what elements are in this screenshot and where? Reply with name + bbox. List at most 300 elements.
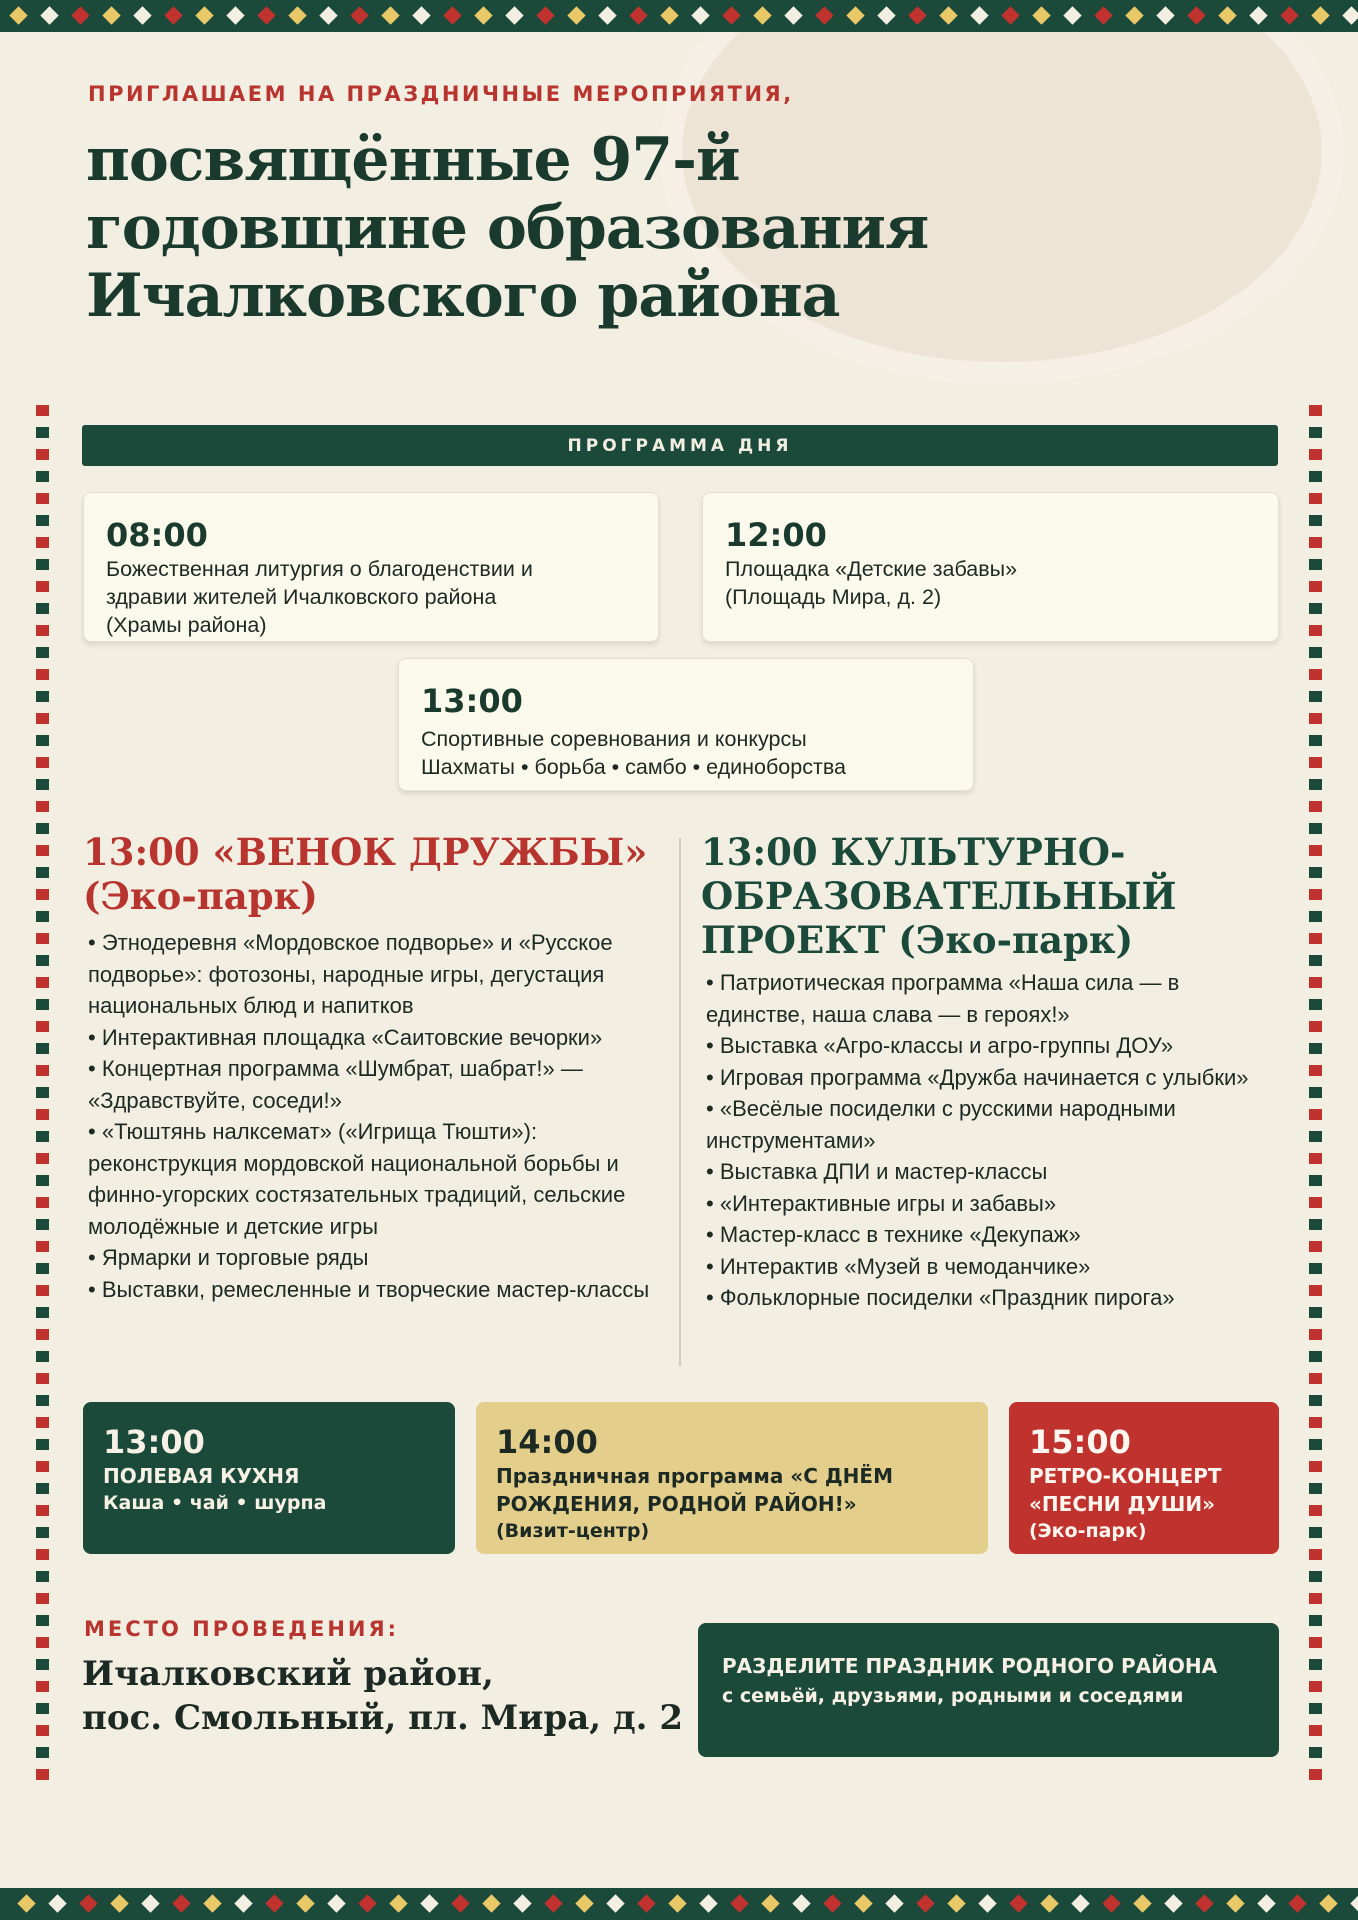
venok-list	[88, 927, 663, 1305]
ornament-segment	[36, 1131, 49, 1142]
ornament-segment	[36, 1747, 49, 1758]
ornament-segment	[1309, 757, 1322, 768]
ornament-diamond	[350, 6, 368, 24]
schedule-card	[702, 492, 1279, 642]
list-item: • «Тюштянь налксемат» («Игрища Тюшти»): реконструкция мордовской национальной борьбы и финно-угорских состязательных традиций, сельские молодёжные и детские игры	[88, 1116, 663, 1242]
ornament-diamond	[1063, 6, 1081, 24]
ornament-segment	[1309, 1120, 1322, 1131]
ornament-segment	[1309, 1197, 1322, 1208]
ornament-segment	[1309, 933, 1322, 944]
event-title: Праздничная программа «С ДНЁМ РОЖДЕНИЯ, РОДНОЙ РАЙОН!»	[496, 1464, 893, 1516]
ornament-diamond	[9, 6, 27, 24]
ornament-segment	[1309, 1109, 1322, 1120]
ornament-segment	[1309, 570, 1322, 581]
ornament-segment	[36, 427, 49, 438]
ornament-segment	[36, 449, 49, 460]
ornament-diamond	[1032, 6, 1050, 24]
ornament-segment	[36, 702, 49, 713]
ornament-segment	[1309, 1241, 1322, 1252]
ornament-segment	[36, 1219, 49, 1230]
ornament-segment	[36, 1032, 49, 1043]
ornament-diamond	[1218, 6, 1236, 24]
list-item: • Выставки, ремесленные и творческие мастер-классы	[88, 1274, 663, 1306]
list-item: • Интерактивная площадка «Саитовские вечорки»	[88, 1022, 663, 1054]
ornament-segment	[36, 581, 49, 592]
ornament-segment	[1309, 1208, 1322, 1219]
ornament-segment	[1309, 955, 1322, 966]
ornament-segment	[1309, 548, 1322, 559]
ornament-diamond	[381, 6, 399, 24]
ornament-segment	[1309, 1142, 1322, 1153]
ornament-segment	[36, 999, 49, 1010]
ornament-segment	[1309, 1406, 1322, 1417]
ornament-segment	[1309, 779, 1322, 790]
venue-label: МЕСТО ПРОВЕДЕНИЯ:	[84, 1617, 400, 1641]
ornament-segment	[1309, 1395, 1322, 1406]
left-ornament-stripe	[36, 405, 49, 1780]
ornament-diamond	[172, 1894, 190, 1912]
ornament-segment	[1309, 999, 1322, 1010]
ornament-segment	[1309, 1450, 1322, 1461]
ornament-segment	[36, 1120, 49, 1131]
ornament-segment	[1309, 1131, 1322, 1142]
ornament-segment	[1309, 1670, 1322, 1681]
ornament-segment	[36, 812, 49, 823]
list-item: • «Интерактивные игры и забавы»	[706, 1188, 1276, 1220]
ornament-diamond	[203, 1894, 221, 1912]
ornament-segment	[1309, 647, 1322, 658]
ornament-segment	[1309, 1703, 1322, 1714]
ornament-segment	[36, 592, 49, 603]
ornament-segment	[1309, 515, 1322, 526]
ornament-segment	[1309, 702, 1322, 713]
ornament-segment	[1309, 1296, 1322, 1307]
ornament-segment	[1309, 1571, 1322, 1582]
ornament-segment	[1309, 1604, 1322, 1615]
ornament-segment	[1309, 471, 1322, 482]
ornament-segment	[1309, 1538, 1322, 1549]
schedule-text: Спортивные соревнования и конкурсы Шахматы • борьба • самбо • единоборства	[421, 727, 846, 779]
ornament-segment	[36, 768, 49, 779]
ornament-segment	[1309, 658, 1322, 669]
ornament-segment	[1309, 1307, 1322, 1318]
ornament-segment	[1309, 1351, 1322, 1362]
ornament-segment	[36, 1318, 49, 1329]
ornament-diamond	[846, 6, 864, 24]
ornament-diamond	[970, 6, 988, 24]
ornament-segment	[1309, 1362, 1322, 1373]
ornament-segment	[1309, 713, 1322, 724]
bottom-ornament-band	[0, 1888, 1358, 1920]
ornament-segment	[36, 1483, 49, 1494]
ornament-segment	[36, 988, 49, 999]
ornament-diamond	[420, 1894, 438, 1912]
ornament-segment	[36, 1450, 49, 1461]
ornament-segment	[1309, 922, 1322, 933]
ornament-segment	[1309, 1582, 1322, 1593]
ornament-segment	[36, 1659, 49, 1670]
ornament-segment	[36, 1571, 49, 1582]
ornament-segment	[36, 515, 49, 526]
list-item: • «Весёлые посиделки с русскими народными инструментами»	[706, 1093, 1276, 1156]
ornament-segment	[1309, 1153, 1322, 1164]
ornament-segment	[36, 570, 49, 581]
ornament-segment	[36, 966, 49, 977]
event-detail: Каша • чай • шурпа	[103, 1492, 327, 1514]
ornament-segment	[36, 1197, 49, 1208]
ornament-segment	[1309, 1626, 1322, 1637]
ornament-diamond	[691, 6, 709, 24]
ornament-diamond	[660, 6, 678, 24]
ornament-segment	[1309, 1230, 1322, 1241]
ornament-diamond	[71, 6, 89, 24]
ornament-diamond	[854, 1894, 872, 1912]
ornament-segment	[36, 845, 49, 856]
ornament-diamond	[412, 6, 430, 24]
list-item: • Интерактив «Музей в чемоданчике»	[706, 1251, 1276, 1283]
schedule-text: Площадка «Детские забавы» (Площадь Мира, д. 2)	[725, 557, 1018, 609]
ornament-segment	[1309, 1252, 1322, 1263]
ornament-segment	[36, 1065, 49, 1076]
festive-program-card	[476, 1402, 988, 1554]
ornament-segment	[36, 933, 49, 944]
ornament-diamond	[319, 6, 337, 24]
ornament-segment	[1309, 878, 1322, 889]
ornament-segment	[1309, 1087, 1322, 1098]
ornament-diamond	[513, 1894, 531, 1912]
list-item: • Концертная программа «Шумбрат, шабрат!» — «Здравствуйте, соседи!»	[88, 1053, 663, 1116]
ornament-diamond	[296, 1894, 314, 1912]
ornament-diamond	[1350, 1894, 1358, 1912]
ornament-diamond	[133, 6, 151, 24]
ornament-segment	[1309, 449, 1322, 460]
ornament-segment	[36, 955, 49, 966]
ornament-diamond	[1257, 1894, 1275, 1912]
list-item: • Ярмарки и торговые ряды	[88, 1242, 663, 1274]
ornament-segment	[1309, 1758, 1322, 1769]
ornament-segment	[36, 1252, 49, 1263]
ornament-segment	[1309, 801, 1322, 812]
ornament-segment	[36, 1384, 49, 1395]
ornament-segment	[36, 1373, 49, 1384]
ornament-diamond	[505, 6, 523, 24]
ornament-segment	[1309, 1439, 1322, 1450]
ornament-segment	[36, 1582, 49, 1593]
ornament-diamond	[792, 1894, 810, 1912]
ornament-segment	[36, 1076, 49, 1087]
ornament-segment	[36, 1472, 49, 1483]
ornament-segment	[36, 1626, 49, 1637]
ornament-segment	[1309, 1384, 1322, 1395]
ornament-segment	[36, 548, 49, 559]
ornament-segment	[36, 1692, 49, 1703]
ornament-diamond	[1280, 6, 1298, 24]
ornament-segment	[36, 471, 49, 482]
ornament-segment	[1309, 1648, 1322, 1659]
ornament-diamond	[1125, 6, 1143, 24]
ornament-segment	[1309, 988, 1322, 999]
ornament-segment	[36, 1186, 49, 1197]
ornament-diamond	[885, 1894, 903, 1912]
ornament-diamond	[629, 6, 647, 24]
ornament-segment	[1309, 1615, 1322, 1626]
ornament-diamond	[1226, 1894, 1244, 1912]
ornament-segment	[1309, 845, 1322, 856]
ornament-diamond	[443, 6, 461, 24]
ornament-segment	[36, 1406, 49, 1417]
ornament-diamond	[474, 6, 492, 24]
ornament-diamond	[637, 1894, 655, 1912]
column-divider	[679, 838, 681, 1366]
ornament-segment	[36, 1758, 49, 1769]
ornament-segment	[36, 944, 49, 955]
ornament-segment	[36, 735, 49, 746]
ornament-segment	[36, 757, 49, 768]
ornament-segment	[36, 559, 49, 570]
ornament-segment	[1309, 1428, 1322, 1439]
ornament-segment	[1309, 1186, 1322, 1197]
ornament-segment	[36, 724, 49, 735]
ornament-segment	[1309, 1010, 1322, 1021]
ornament-segment	[36, 911, 49, 922]
ornament-segment	[36, 834, 49, 845]
ornament-segment	[1309, 1483, 1322, 1494]
ornament-segment	[1309, 592, 1322, 603]
ornament-segment	[36, 1010, 49, 1021]
ornament-segment	[1309, 636, 1322, 647]
ornament-segment	[1309, 911, 1322, 922]
ornament-segment	[1309, 768, 1322, 779]
ornament-segment	[36, 460, 49, 471]
ornament-segment	[36, 1164, 49, 1175]
ornament-segment	[36, 416, 49, 427]
list-item: • Этнодеревня «Мордовское подворье» и «Русское подворье»: фотозоны, народные игры, дегустация национальных блюд и напитков	[88, 927, 663, 1022]
ornament-segment	[36, 900, 49, 911]
ornament-segment	[36, 1461, 49, 1472]
ornament-segment	[36, 614, 49, 625]
ornament-segment	[36, 1043, 49, 1054]
ornament-diamond	[575, 1894, 593, 1912]
ornament-segment	[36, 823, 49, 834]
ornament-segment	[36, 438, 49, 449]
ornament-diamond	[722, 6, 740, 24]
ornament-diamond	[288, 6, 306, 24]
list-item: • Выставка «Агро-классы и агро-группы ДОУ»	[706, 1030, 1276, 1062]
page-title: посвящённые 97-й годовщине образования Ичалковского района	[86, 125, 929, 331]
ornament-segment	[36, 1593, 49, 1604]
ornament-segment	[36, 1296, 49, 1307]
ornament-segment	[36, 889, 49, 900]
ornament-segment	[36, 1549, 49, 1560]
ornament-segment	[36, 977, 49, 988]
ornament-diamond	[536, 6, 554, 24]
field-kitchen-card	[83, 1402, 455, 1554]
ornament-segment	[1309, 900, 1322, 911]
ornament-diamond	[567, 6, 585, 24]
share-headline: РАЗДЕЛИТЕ ПРАЗДНИК РОДНОГО РАЙОНА	[722, 1654, 1218, 1678]
ornament-segment	[1309, 1263, 1322, 1274]
ornament-segment	[36, 1648, 49, 1659]
schedule-card	[398, 658, 974, 791]
ornament-segment	[1309, 944, 1322, 955]
share-subline: с семьёй, друзьями, родными и соседями	[722, 1685, 1184, 1707]
share-banner	[698, 1623, 1279, 1757]
ornament-segment	[1309, 1032, 1322, 1043]
schedule-time: 13:00	[421, 682, 523, 720]
ornament-segment	[1309, 625, 1322, 636]
ornament-segment	[36, 504, 49, 515]
ornament-segment	[1309, 405, 1322, 416]
ornament-segment	[1309, 482, 1322, 493]
ornament-diamond	[1164, 1894, 1182, 1912]
ornament-segment	[36, 1021, 49, 1032]
ornament-diamond	[544, 1894, 562, 1912]
ornament-diamond	[265, 1894, 283, 1912]
ornament-segment	[36, 1560, 49, 1571]
ornament-diamond	[908, 6, 926, 24]
ornament-segment	[36, 1329, 49, 1340]
event-title: РЕТРО-КОНЦЕРТ «ПЕСНИ ДУШИ»	[1029, 1464, 1222, 1516]
ornament-segment	[36, 779, 49, 790]
ornament-segment	[36, 658, 49, 669]
ornament-diamond	[1001, 6, 1019, 24]
ornament-segment	[36, 405, 49, 416]
ornament-segment	[1309, 1769, 1322, 1780]
venok-heading: 13:00 «ВЕНОК ДРУЖБЫ» (Эко-парк)	[83, 830, 648, 918]
cultural-project-heading: 13:00 КУЛЬТУРНО- ОБРАЗОВАТЕЛЬНЫЙ ПРОЕКТ (Эко-парк)	[701, 830, 1177, 962]
ornament-segment	[36, 1604, 49, 1615]
ornament-segment	[36, 922, 49, 933]
ornament-segment	[1309, 1692, 1322, 1703]
ornament-diamond	[1009, 1894, 1027, 1912]
ornament-segment	[36, 680, 49, 691]
ornament-segment	[36, 1395, 49, 1406]
ornament-segment	[36, 790, 49, 801]
ornament-segment	[36, 856, 49, 867]
list-item: • Выставка ДПИ и мастер-классы	[706, 1156, 1276, 1188]
schedule-text: Божественная литургия о благоденствии и здравии жителей Ичалковского района (Храмы района)	[106, 557, 533, 637]
ornament-segment	[1309, 735, 1322, 746]
ornament-segment	[1309, 438, 1322, 449]
ornament-diamond	[978, 1894, 996, 1912]
ornament-segment	[36, 537, 49, 548]
schedule-card	[83, 492, 659, 642]
ornament-diamond	[1071, 1894, 1089, 1912]
ornament-segment	[1309, 1021, 1322, 1032]
ornament-segment	[36, 1351, 49, 1362]
ornament-segment	[36, 1615, 49, 1626]
ornament-diamond	[110, 1894, 128, 1912]
ornament-segment	[1309, 1560, 1322, 1571]
program-label: ПРОГРАММА ДНЯ	[567, 435, 793, 456]
ornament-segment	[36, 1175, 49, 1186]
event-time: 13:00	[103, 1423, 205, 1461]
ornament-segment	[36, 691, 49, 702]
ornament-diamond	[1187, 6, 1205, 24]
program-section-bar	[82, 425, 1278, 466]
ornament-segment	[36, 1054, 49, 1065]
ornament-segment	[36, 746, 49, 757]
ornament-segment	[1309, 680, 1322, 691]
ornament-segment	[1309, 1527, 1322, 1538]
ornament-segment	[1309, 460, 1322, 471]
ornament-segment	[36, 1670, 49, 1681]
ornament-segment	[1309, 1373, 1322, 1384]
ornament-segment	[1309, 790, 1322, 801]
ornament-diamond	[761, 1894, 779, 1912]
ornament-segment	[36, 1241, 49, 1252]
ornament-diamond	[1311, 6, 1329, 24]
schedule-time: 12:00	[725, 516, 827, 554]
ornament-segment	[36, 1527, 49, 1538]
ornament-segment	[1309, 1417, 1322, 1428]
ornament-segment	[1309, 1219, 1322, 1230]
ornament-segment	[36, 1681, 49, 1692]
ornament-segment	[36, 1307, 49, 1318]
ornament-segment	[36, 1538, 49, 1549]
ornament-segment	[36, 1142, 49, 1153]
ornament-segment	[36, 801, 49, 812]
ornament-segment	[1309, 559, 1322, 570]
ornament-segment	[1309, 427, 1322, 438]
ornament-diamond	[1288, 1894, 1306, 1912]
ornament-segment	[1309, 1043, 1322, 1054]
ornament-diamond	[257, 6, 275, 24]
ornament-segment	[1309, 977, 1322, 988]
ornament-diamond	[102, 6, 120, 24]
ornament-diamond	[1249, 6, 1267, 24]
ornament-segment	[36, 1516, 49, 1527]
ornament-segment	[1309, 1318, 1322, 1329]
ornament-diamond	[606, 1894, 624, 1912]
ornament-segment	[1309, 1175, 1322, 1186]
ornament-segment	[36, 1285, 49, 1296]
ornament-segment	[36, 1736, 49, 1747]
ornament-diamond	[327, 1894, 345, 1912]
ornament-segment	[36, 1417, 49, 1428]
cultural-project-list	[706, 967, 1276, 1314]
ornament-segment	[36, 636, 49, 647]
ornament-diamond	[164, 6, 182, 24]
ornament-segment	[36, 1109, 49, 1120]
ornament-segment	[1309, 581, 1322, 592]
ornament-segment	[1309, 1461, 1322, 1472]
ornament-segment	[36, 1362, 49, 1373]
ornament-segment	[36, 493, 49, 504]
intro-text: ПРИГЛАШАЕМ НА ПРАЗДНИЧНЫЕ МЕРОПРИЯТИЯ,	[88, 82, 794, 106]
ornament-segment	[36, 1208, 49, 1219]
ornament-segment	[36, 1769, 49, 1780]
ornament-diamond	[195, 6, 213, 24]
ornament-segment	[1309, 1681, 1322, 1692]
ornament-segment	[1309, 724, 1322, 735]
ornament-segment	[36, 1087, 49, 1098]
ornament-diamond	[1102, 1894, 1120, 1912]
ornament-segment	[36, 669, 49, 680]
ornament-diamond	[916, 1894, 934, 1912]
event-time: 15:00	[1029, 1423, 1131, 1461]
ornament-diamond	[79, 1894, 97, 1912]
ornament-segment	[36, 1439, 49, 1450]
ornament-diamond	[823, 1894, 841, 1912]
ornament-segment	[1309, 1340, 1322, 1351]
ornament-segment	[36, 1505, 49, 1516]
ornament-segment	[36, 526, 49, 537]
ornament-segment	[1309, 1505, 1322, 1516]
ornament-segment	[1309, 603, 1322, 614]
event-title: ПОЛЕВАЯ КУХНЯ	[103, 1464, 300, 1488]
ornament-segment	[36, 1714, 49, 1725]
